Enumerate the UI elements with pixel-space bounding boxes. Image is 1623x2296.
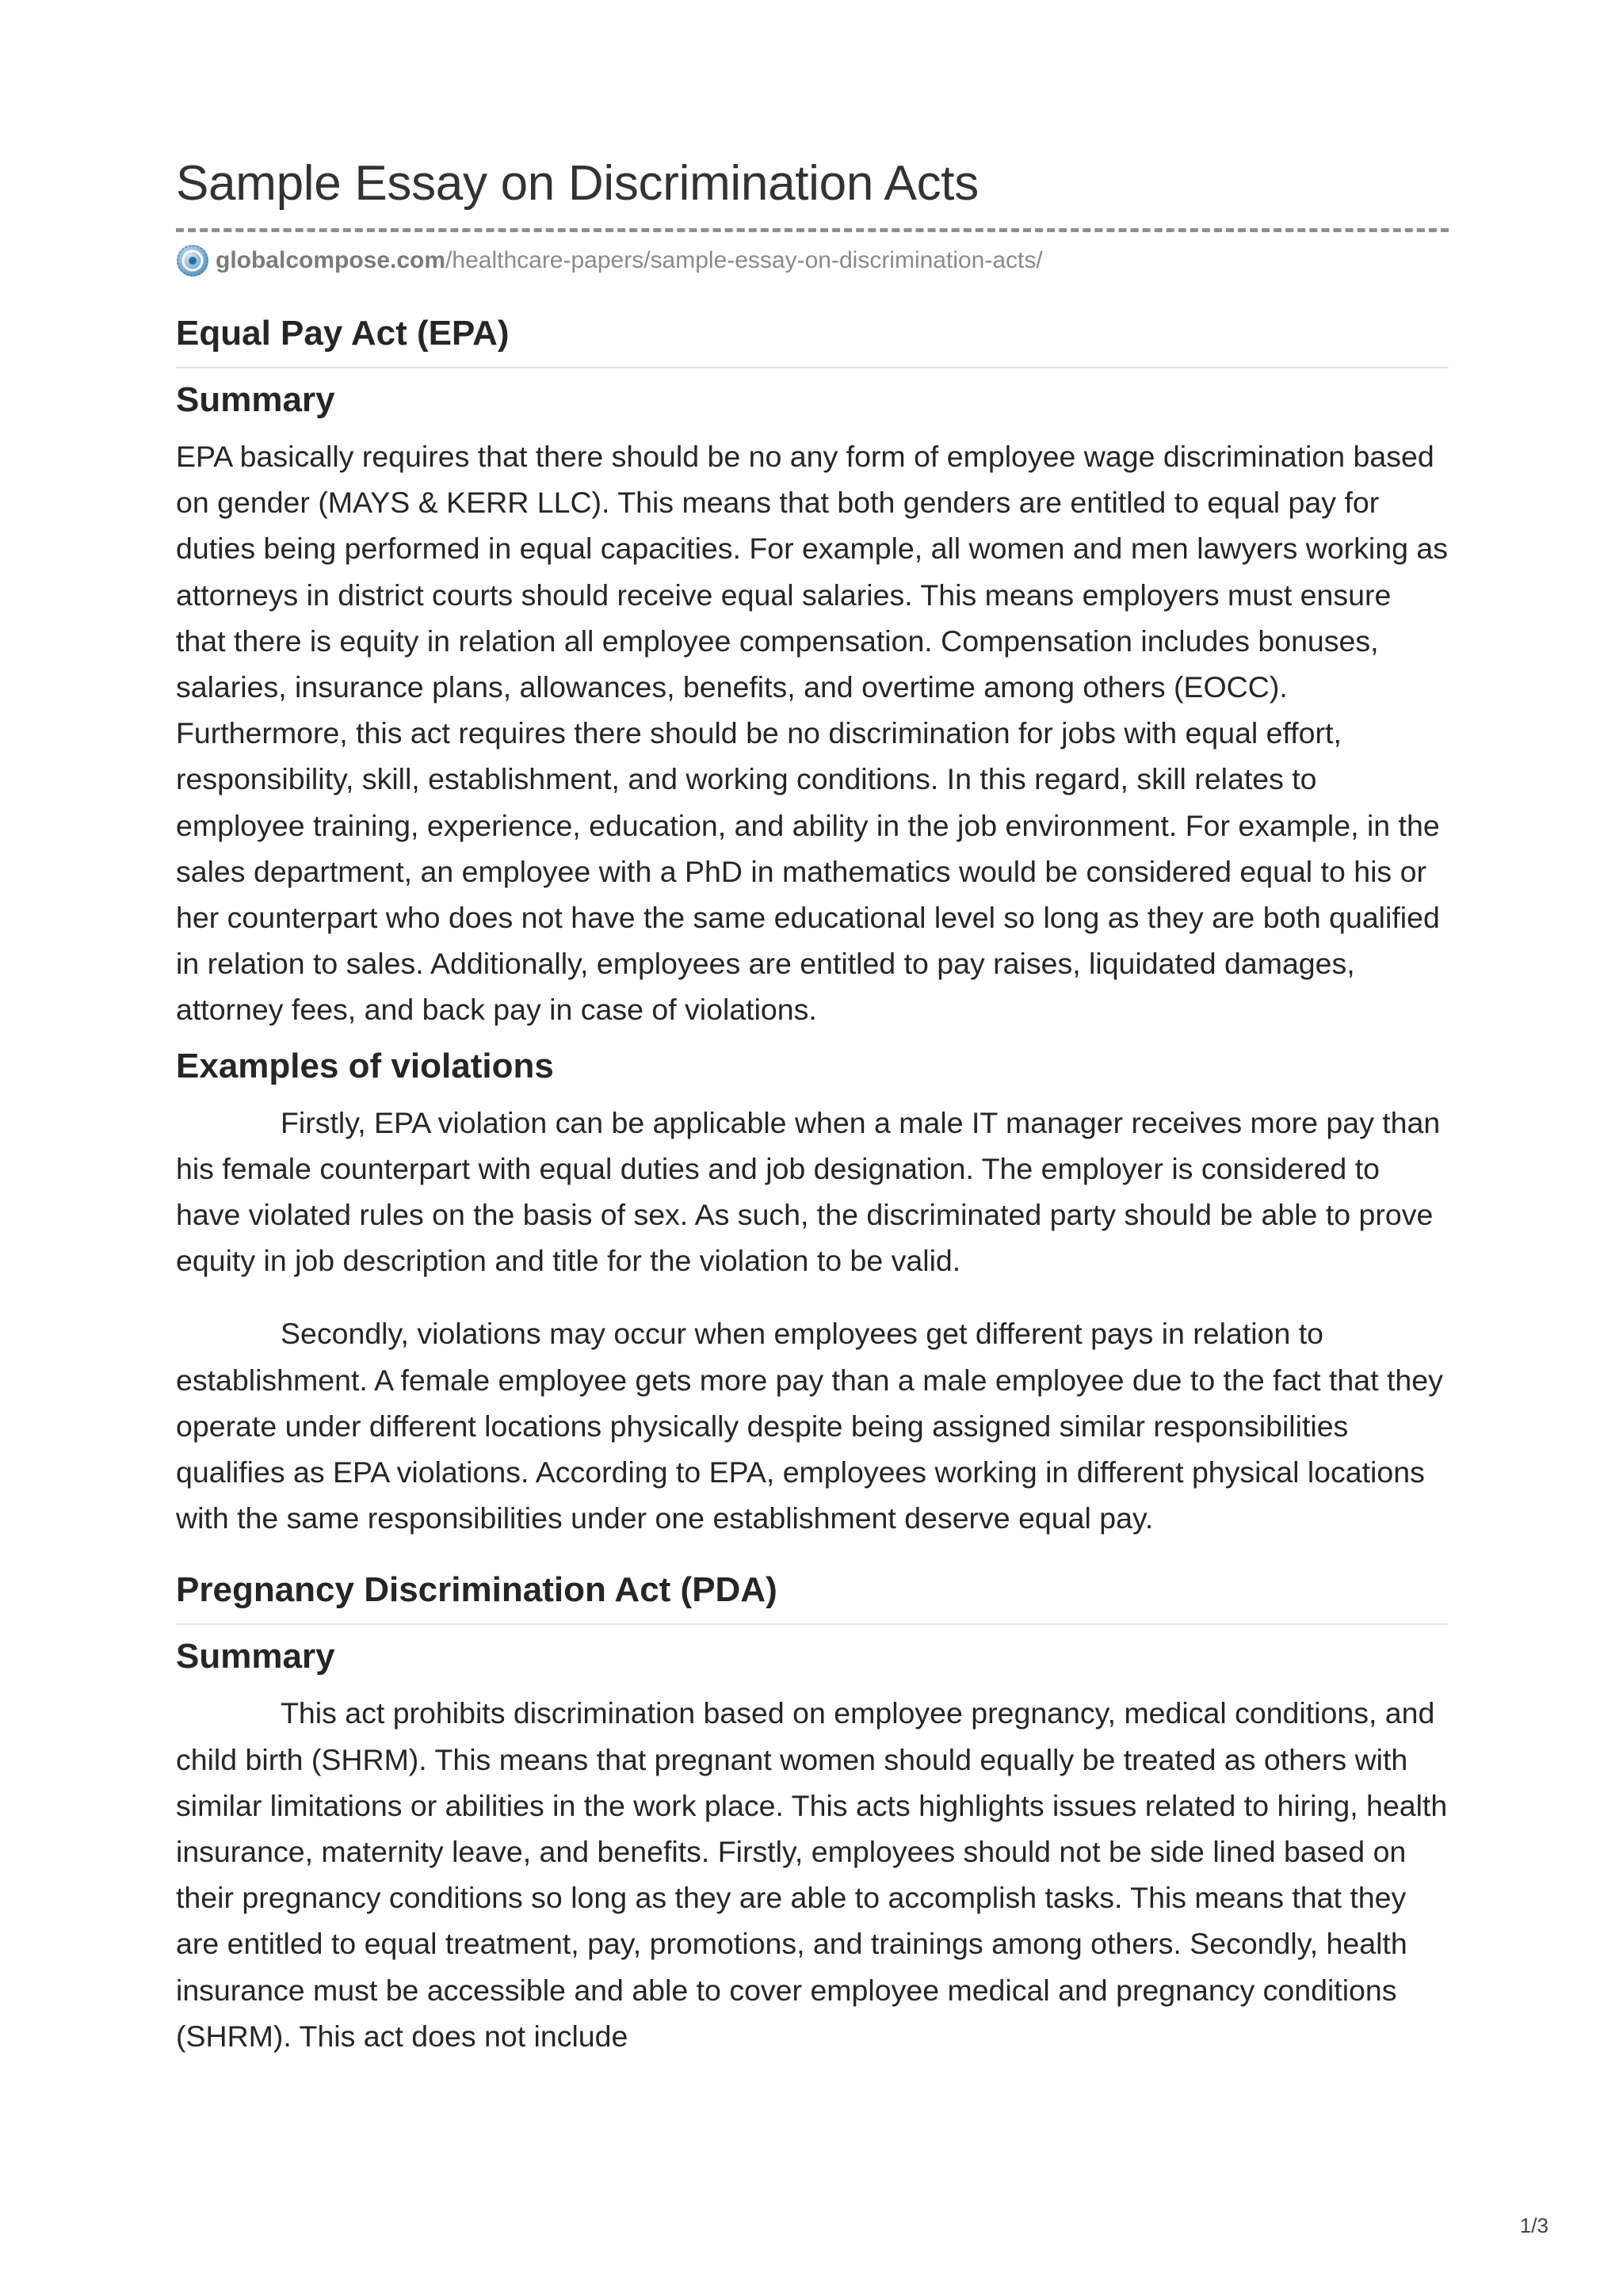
- paragraph: This act prohibits discrimination based on employee pregnancy, medical conditions, and child birth (SHRM). This means that pregnant women should equally be treated as others with similar limitations or abilities in the work place. This acts highlights issues related to hiring, health insurance, maternity leave, and benefits. Firstly, employees should not be side lined based on their pregnancy conditions so long as they are able to accomplish tasks. This means that they are entitled to equal treatment, pay, promotions, and trainings among others. Secondly, health insurance must be accessible and able to cover employee medical and pregnancy conditions (SHRM). This act does not include: [176, 1696, 1448, 2053]
- source-path: /healthcare-papers/sample-essay-on-discrimination-acts/: [445, 247, 1043, 273]
- globe-icon: [176, 244, 209, 277]
- section-heading-pda: Pregnancy Discrimination Act (PDA): [176, 1568, 1449, 1625]
- subheading-summary: Summary: [176, 380, 335, 419]
- page-number: 1/3: [1519, 2214, 1549, 2237]
- subheading-violations: Examples of violations: [176, 1046, 554, 1085]
- page-title: Sample Essay on Discrimination Acts: [176, 156, 979, 211]
- source-domain: globalcompose.com: [216, 247, 446, 273]
- paragraph: EPA basically requires that there should be no any form of employee wage discrimination based on gender (MAYS & KERR LLC). This means that both genders are entitled to equal pay for duties being performed in equal capacities. For example, all women and men lawyers working as attorneys in district courts should receive equal salaries. This means employers must ensure that there is equity in relation all employee compensation. Compensation includes bonuses, salaries, insurance plans, allowances, benefits, and overtime among others (EOCC). Furthermore, this act requires there should be no discrimination for jobs with equal effort, responsibility, skill, establishment, and working conditions. In this regard, skill relates to employee training, experience, education, and ability in the job environment. For example, in the sales department, an employee with a PhD in mathematics would be considered equal to his or her counterpart who does not have the same educational level so long as they are both qualified in relation to sales. Additionally, employees are entitled to pay raises, liquidated damages, attorney fees, and back pay in case of violations.: [176, 440, 1448, 1027]
- paragraph: Secondly, violations may occur when employees get different pays in relation to establishment. A female employee gets more pay than a male employee due to the fact that they operate under different locations physically despite being assigned similar responsibilities qualifies as EPA violations. According to EPA, employees working in different physical locations with the same responsibilities under one establishment deserve equal pay.: [176, 1317, 1443, 1535]
- document-page: [176, 151, 1449, 2059]
- section-heading-epa: Equal Pay Act (EPA): [176, 311, 1449, 368]
- source-url[interactable]: [176, 240, 1449, 281]
- subheading-summary: Summary: [176, 1637, 335, 1676]
- paragraph: Firstly, EPA violation can be applicable when a male IT manager receives more pay than his female counterpart with equal duties and job designation. The employer is considered to have violated rules on the basis of sex. As such, the discriminated party should be able to prove equity in job description and title for the violation to be valid.: [176, 1105, 1441, 1278]
- title-divider: [176, 228, 1449, 232]
